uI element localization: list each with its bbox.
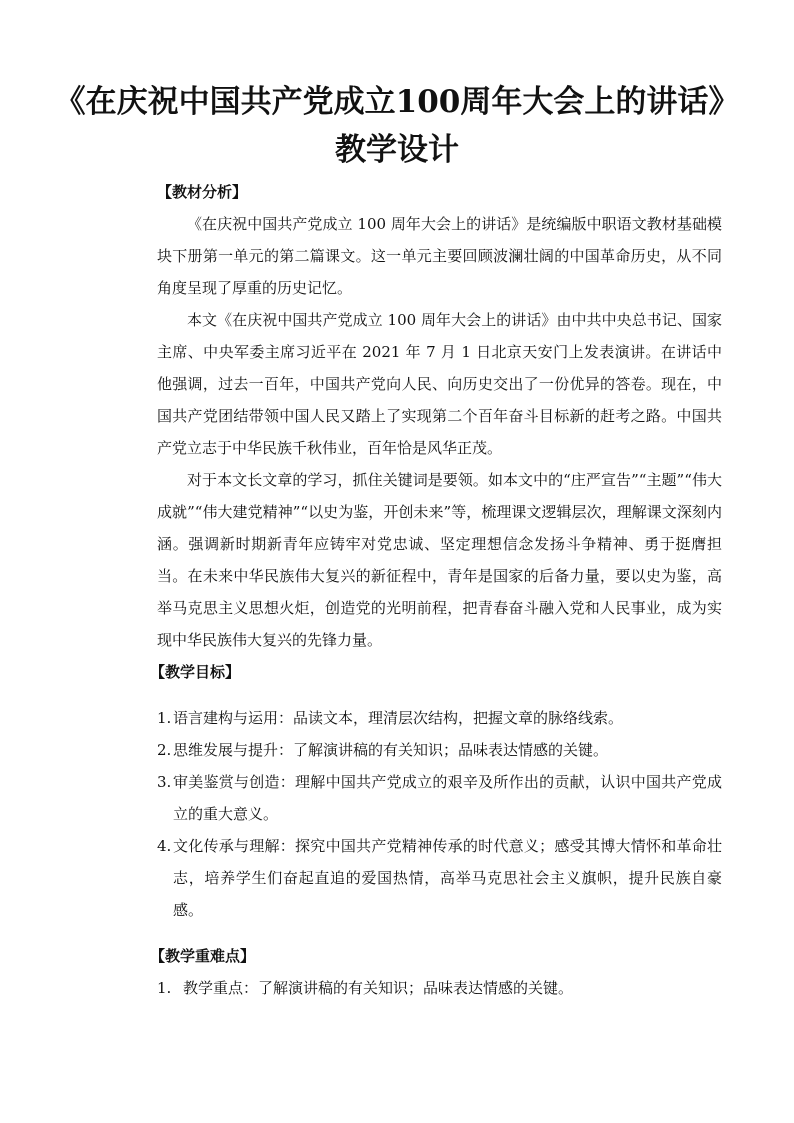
- list-item-number: 2.: [157, 741, 172, 759]
- list-item-text: 审美鉴赏与创造：理解中国共产党成立的艰辛及所作出的贡献，认识中国共产党成立的重大意义。: [173, 773, 722, 823]
- heading-goals: 【教学目标】: [150, 663, 241, 681]
- list-item-number: 1.: [157, 979, 172, 997]
- list-item-text: 语言建构与运用：品读文本，理清层次结构，把握文章的脉络线索。: [173, 709, 624, 727]
- heading-key-points: 【教学重难点】: [150, 947, 256, 965]
- list-item: [157, 734, 722, 766]
- list-item-text: 教学重点：了解演讲稿的有关知识；品味表达情感的关键。: [183, 979, 574, 997]
- list-item-text: 思维发展与提升：了解演讲稿的有关知识；品味表达情感的关键。: [173, 741, 609, 759]
- list-item-number: 1.: [157, 709, 172, 727]
- analysis-paragraph: 对于本文长文章的学习，抓住关键词是要领。如本文中的“庄严宣告”“主题”“伟大成就”“伟大建党精神”“以史为鉴，开创未来”等，梳理课文逻辑层次，理解课文深刻内涵。强调新时期新青年应铸牢对党忠诚、坚定理想信念发扬斗争精神、勇于挺膺担当。在未来中华民族伟大复兴的新征程中，青年是国家的后备力量，要以史为鉴，高举马克思主义思想火炬，创造党的光明前程，把青春奋斗融入党和人民事业，成为实现中华民族伟大复兴的先锋力量。: [157, 471, 722, 649]
- list-item: [157, 972, 722, 1004]
- heading-analysis: 【教材分析】: [157, 183, 248, 201]
- analysis-paragraph: 本文《在庆祝中国共产党成立 100 周年大会上的讲话》由中共中央总书记、国家主席、中央军委主席习近平在 2021 年 7 月 1 日北京天安门上发表演讲。在讲话中他强调，过去一百年，中国共产党向人民、向历史交出了一份优异的答卷。现在，中国共产党团结带领中国人民又踏上了实现第二个百年奋斗目标新的赶考之路。中国共产党立志于中华民族千秋伟业，百年恰是风华正茂。: [157, 311, 722, 457]
- list-item: [157, 702, 722, 734]
- list-item-number: 4.: [157, 837, 172, 855]
- goals-list: [157, 702, 722, 926]
- document-title: [0, 78, 794, 174]
- title-line-1: 《在庆祝中国共产党成立100周年大会上的讲话》: [54, 84, 740, 120]
- list-item-text: 文化传承与理解：探究中国共产党精神传承的时代意义；感受其博大情怀和革命壮志，培养学生们奋起直追的爱国热情，高举马克思社会主义旗帜，提升民族自豪感。: [173, 837, 722, 919]
- list-item: [157, 766, 722, 830]
- analysis-paragraph: 《在庆祝中国共产党成立 100 周年大会上的讲话》是统编版中职语文教材基础模块下册第一单元的第二篇课文。这一单元主要回顾波澜壮阔的中国革命历史，从不同角度呈现了厚重的历史记忆。: [157, 215, 722, 297]
- section-spacer: [157, 926, 722, 940]
- title-line-2: 教学设计: [335, 132, 459, 168]
- list-item: [157, 830, 722, 926]
- list-item-number: 3.: [157, 773, 172, 791]
- document-body: [150, 176, 722, 1004]
